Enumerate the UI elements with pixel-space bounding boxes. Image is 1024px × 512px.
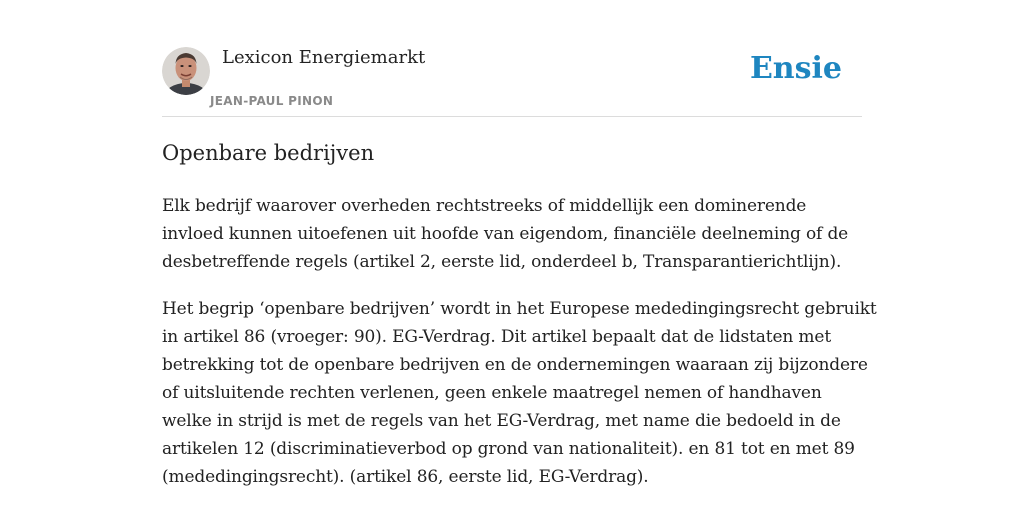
brand-logo[interactable]: Ensie: [749, 51, 842, 86]
paragraph-line: of uitsluitende rechten verlenen, geen enkele maatregel nemen of handhaven: [162, 383, 822, 403]
article-paragraph: [162, 295, 877, 491]
article-title: Openbare bedrijven: [162, 141, 375, 165]
paragraph-line: welke in strijd is met de regels van het EG-Verdrag, met name die bedoeld in de: [162, 411, 841, 431]
avatar[interactable]: [162, 47, 210, 95]
paragraph-line: in artikel 86 (vroeger: 90). EG-Verdrag. Dit artikel bepaalt dat de lidstaten met: [162, 327, 831, 347]
header: [162, 46, 862, 117]
paragraph-line: desbetreffende regels (artikel 2, eerste lid, onderdeel b, Transparantierichtlijn).: [162, 252, 842, 272]
author-name[interactable]: JEAN-PAUL PINON: [210, 94, 334, 108]
paragraph-line: Het begrip ‘openbare bedrijven’ wordt in het Europese mededingingsrecht gebruikt: [162, 299, 877, 319]
paragraph-line: artikelen 12 (discriminatieverbod op grond van nationaliteit). en 81 tot en met 89: [162, 439, 855, 459]
paragraph-line: invloed kunnen uitoefenen uit hoofde van eigendom, financiële deelneming of de: [162, 224, 849, 244]
article-paragraph: [162, 192, 862, 276]
lexicon-title[interactable]: Lexicon Energiemarkt: [222, 47, 426, 68]
author-photo-icon: [162, 47, 210, 95]
paragraph-line: betrekking tot de openbare bedrijven en de ondernemingen waaraan zij bijzondere: [162, 355, 868, 375]
paragraph-line: Elk bedrijf waarover overheden rechtstreeks of middellijk een dominerende: [162, 196, 807, 216]
paragraph-line: (mededingingsrecht). (artikel 86, eerste lid, EG-Verdrag).: [162, 467, 649, 487]
